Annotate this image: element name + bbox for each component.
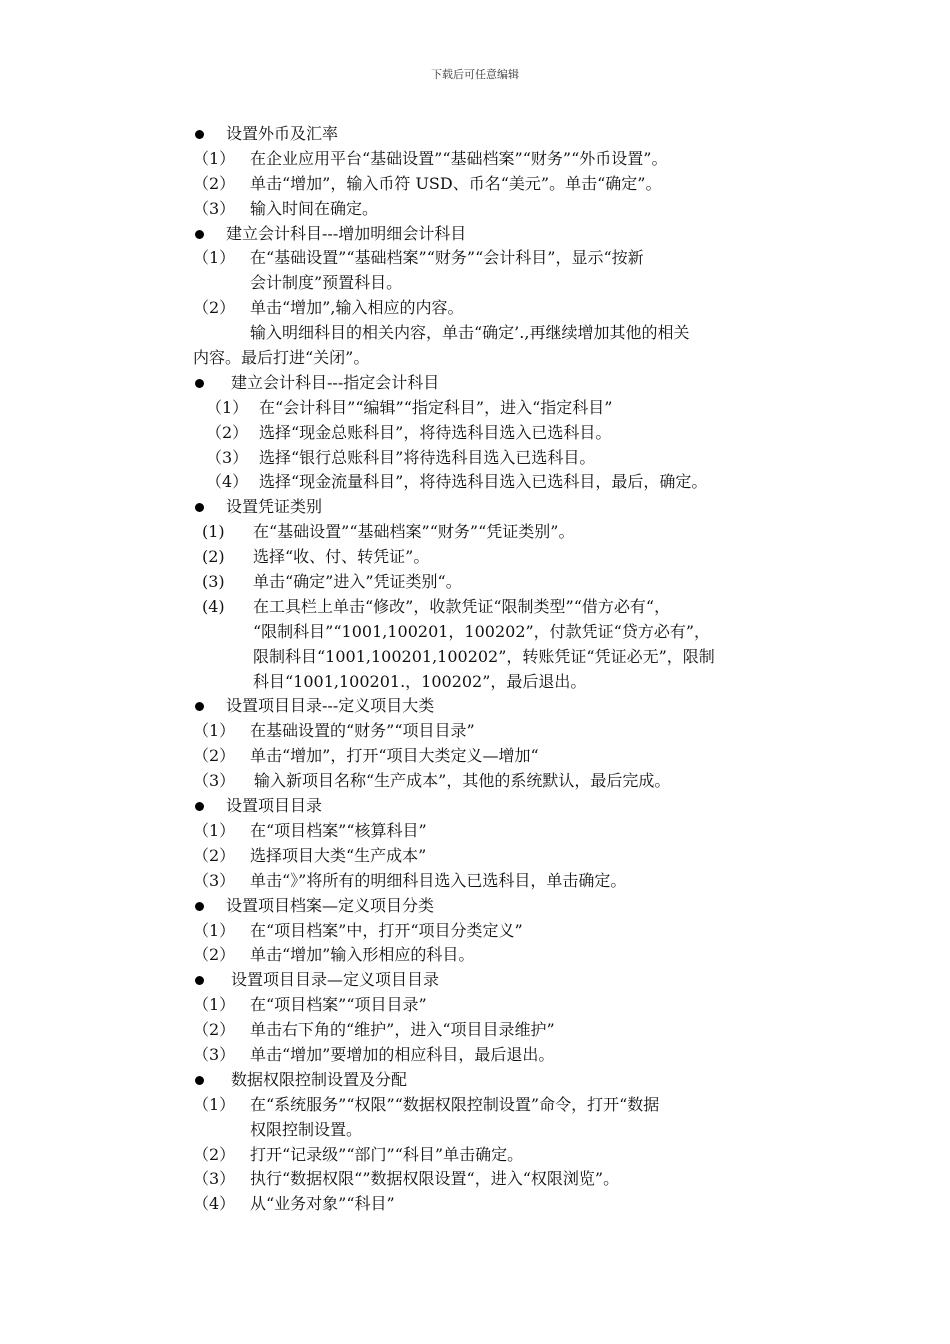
step-number: （1） — [193, 820, 236, 840]
step-number: （3） — [206, 447, 249, 467]
step-item — [193, 246, 823, 271]
section-heading — [193, 794, 823, 819]
step-number: （2） — [193, 298, 236, 318]
step-item — [193, 470, 823, 495]
step-item — [193, 869, 823, 894]
step-text: 在“项目档案”“项目目录” — [250, 995, 427, 1015]
step-text: 输入新项目名称“生产成本”，其他的系统默认，最后完成。 — [254, 771, 671, 791]
step-item — [193, 744, 823, 769]
step-item — [193, 147, 823, 172]
step-text: 科目“1001,100201.，100202”，最后退出。 — [253, 671, 587, 691]
step-item — [193, 1192, 823, 1217]
step-text: 权限控制设置。 — [250, 1119, 363, 1139]
bullet-icon — [195, 702, 204, 711]
step-text: 会计制度”预置科目。 — [250, 273, 403, 293]
step-text: 在企业应用平台“基础设置”“基础档案”“财务”“外币设置”。 — [250, 148, 668, 168]
step-text: 打开“记录级”“部门”“科目”单击确定。 — [250, 1144, 524, 1164]
section-heading — [193, 222, 823, 247]
step-item — [193, 1167, 823, 1192]
step-number: （3） — [193, 1169, 236, 1189]
step-text: 在基础设置的“财务”“项目目录” — [250, 721, 475, 741]
step-item — [193, 570, 823, 595]
step-text: 在“系统服务”“权限”“数据权限控制设置”命令，打开“数据 — [250, 1094, 660, 1114]
step-text: 在“会计科目”“编辑”“指定科目”，进入“指定科目” — [259, 397, 613, 417]
step-number: （1） — [193, 920, 236, 940]
step-item — [193, 197, 823, 222]
step-item — [193, 595, 823, 620]
step-number: （4） — [206, 472, 249, 492]
step-number: （4） — [193, 1194, 236, 1214]
section-title: 设置项目目录 — [226, 796, 323, 816]
bullet-icon — [195, 1076, 204, 1085]
step-number: （1） — [193, 995, 236, 1015]
section-title: 设置项目档案—定义项目分类 — [226, 895, 435, 915]
step-continuation — [193, 271, 823, 296]
step-number: (1) — [202, 522, 225, 542]
step-text: 在“项目档案”中，打开“项目分类定义” — [250, 920, 523, 940]
step-continuation — [193, 670, 823, 695]
step-number: （1） — [193, 148, 236, 168]
step-item — [193, 396, 823, 421]
step-number: (4) — [202, 596, 225, 616]
step-text: 单击右下角的“维护”，进入“项目目录维护” — [250, 1020, 555, 1040]
section-title: 数据权限控制设置及分配 — [231, 1069, 408, 1089]
step-text: 单击“增加”,输入相应的内容。 — [250, 298, 464, 318]
step-text: 从“业务对象”“科目” — [250, 1194, 395, 1214]
step-item — [193, 943, 823, 968]
section-heading — [193, 1068, 823, 1093]
step-item — [193, 1043, 823, 1068]
step-text: 单击“增加”，输入币符 USD、币名“美元”。单击“确定”。 — [250, 173, 662, 193]
section-title: 设置项目目录—定义项目目录 — [231, 970, 440, 990]
step-item — [193, 545, 823, 570]
paragraph-text: 内容。最后打进“关闭”。 — [193, 348, 370, 368]
step-item — [193, 446, 823, 471]
bullet-icon — [195, 802, 204, 811]
bullet-icon — [195, 503, 204, 512]
page-header: 下载后可任意编辑 — [431, 68, 519, 81]
step-text: 选择项目大类“生产成本” — [250, 845, 427, 865]
step-continuation — [193, 620, 823, 645]
step-number: (2) — [202, 547, 225, 567]
step-text: 选择“银行总账科目”将待选科目选入已选科目。 — [259, 447, 596, 467]
step-item — [193, 296, 823, 321]
step-continuation — [193, 645, 823, 670]
bullet-icon — [195, 130, 204, 139]
step-text: 在工具栏上单击“修改”，收款凭证“限制类型”“借方必有“， — [253, 596, 671, 616]
step-item — [193, 1143, 823, 1168]
step-text: 选择“现金总账科目”，将待选科目选入已选科目。 — [259, 422, 612, 442]
step-text: 单击“增加”输入形相应的科目。 — [250, 945, 475, 965]
document-body — [193, 122, 823, 1217]
bullet-icon — [195, 230, 204, 239]
bullet-icon — [195, 902, 204, 911]
step-item — [193, 993, 823, 1018]
step-item — [193, 819, 823, 844]
paragraph-text: 输入明细科目的相关内容，单击“确定’.,再继续增加其他的相关 — [250, 323, 690, 343]
step-item — [193, 1093, 823, 1118]
step-number: （3） — [193, 870, 236, 890]
step-number: （1） — [193, 721, 236, 741]
step-number: （1） — [193, 248, 236, 268]
step-text: 限制科目“1001,100201,100202”，转账凭证“凭证必无”，限制 — [253, 646, 715, 666]
step-number: （2） — [193, 1020, 236, 1040]
step-number: （2） — [193, 173, 236, 193]
step-number: （2） — [193, 1144, 236, 1164]
step-text: 单击“》”将所有的明细科目选入已选科目，单击确定。 — [250, 870, 627, 890]
step-item — [193, 172, 823, 197]
step-text: 选择“现金流量科目”，将待选科目选入已选科目，最后，确定。 — [259, 472, 708, 492]
step-continuation — [193, 1118, 823, 1143]
step-item — [193, 1018, 823, 1043]
step-text: 执行“数据权限“”数据权限设置“，进入“权限浏览”。 — [250, 1169, 620, 1189]
section-title: 设置凭证类别 — [226, 497, 323, 517]
section-heading — [193, 968, 823, 993]
step-text: 选择“收、付、转凭证”。 — [253, 547, 430, 567]
step-item — [193, 769, 823, 794]
step-text: “限制科目”“1001,100201，100202”，付款凭证“贷方必有”， — [253, 621, 711, 641]
step-item — [193, 421, 823, 446]
step-number: （3） — [193, 198, 236, 218]
section-title: 设置项目目录---定义项目大类 — [226, 696, 435, 716]
step-text: 输入时间在确定。 — [250, 198, 379, 218]
step-number: （2） — [206, 422, 249, 442]
step-number: （1） — [206, 397, 249, 417]
step-number: （2） — [193, 945, 236, 965]
step-number: (3) — [202, 572, 225, 592]
section-title: 设置外币及汇率 — [226, 124, 339, 143]
bullet-icon — [195, 976, 204, 985]
step-text: 在“项目档案”“核算科目” — [250, 820, 427, 840]
section-heading — [193, 371, 823, 396]
step-number: （1） — [193, 1094, 236, 1114]
section-heading — [193, 122, 823, 147]
step-item — [193, 844, 823, 869]
section-heading — [193, 495, 823, 520]
step-text: 单击“增加”要增加的相应科目，最后退出。 — [250, 1044, 555, 1064]
bullet-icon — [195, 379, 204, 388]
step-number: （2） — [193, 845, 236, 865]
section-heading — [193, 694, 823, 719]
step-text: 单击“增加”，打开“项目大类定义—增加“ — [250, 746, 539, 766]
paragraph-line — [193, 321, 823, 346]
step-number: （3） — [193, 1044, 236, 1064]
section-title: 建立会计科目---指定会计科目 — [231, 372, 440, 392]
step-text: 在“基础设置”“基础档案”“财务”“会计科目”，显示“按新 — [250, 248, 644, 268]
step-number: （2） — [193, 746, 236, 766]
step-text: 在“基础设置”“基础档案”“财务”“凭证类别”。 — [253, 522, 575, 542]
step-item — [193, 919, 823, 944]
step-item — [193, 520, 823, 545]
step-text: 单击“确定”进入”凭证类别“。 — [253, 572, 462, 592]
step-number: （3） — [193, 771, 236, 791]
paragraph-line — [193, 346, 823, 371]
section-title: 建立会计科目---增加明细会计科目 — [226, 223, 467, 243]
section-heading — [193, 894, 823, 919]
step-item — [193, 719, 823, 744]
